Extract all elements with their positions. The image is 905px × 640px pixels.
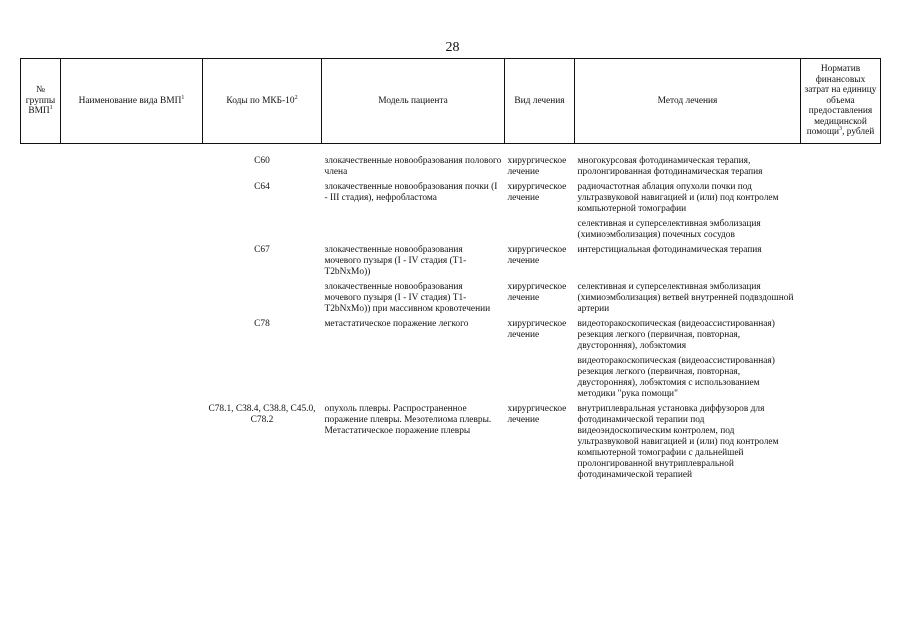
header-vmp-name: Наименование вида ВМП$^1$ [61, 59, 203, 144]
table-row [21, 319, 881, 356]
treatment-type: хирургическое лечение [507, 282, 567, 303]
patient-model: злокачественные новообразования полового члена [324, 156, 502, 177]
treatment-type: хирургическое лечение [507, 182, 567, 203]
header-icd-codes: Коды по МКБ-$10^2$ [203, 59, 322, 144]
treatment-method: радиочастотная аблация опухоли почки под ультразвуковой навигацией и (или) под контролем компьютерной томографии [577, 182, 779, 214]
treatment-type: хирургическое лечение [507, 156, 567, 177]
table-header [21, 59, 881, 144]
treatment-type: хирургическое лечение [507, 319, 567, 340]
treatment-method: внутриплевральная установка диффузоров для фотодинамической терапии под видеоэндоскопическим контролем, под ультразвуковой навигацией и (или) под контролем компьютерной томографии с дальнейшей пролонгированной внутриплевральной фотодинамической терапией [577, 404, 779, 480]
icd-code: C60 [254, 156, 270, 166]
table-body [21, 144, 881, 486]
vmp-table [20, 58, 881, 485]
patient-model: злокачественные новообразования мочевого пузыря (I - IV стадия) T1-T2bNxMo)) при массивном кровотечении [324, 282, 491, 314]
treatment-method: селективная и суперселективная эмболизация (химиоэмболизация) почечных сосудов [577, 219, 761, 240]
icd-code: C78.1, C38.4, C38.8, C45.0, C78.2 [208, 404, 316, 425]
treatment-type [505, 356, 575, 404]
treatment-method: видеоторакоскопическая (видеоассистированная) резекция легкого (первичная, повторная, двусторонняя), лобэктомия с использованием методики "рука помощи" [577, 356, 775, 399]
table-row [21, 282, 881, 319]
icd-code [203, 282, 322, 319]
header-treatment-type: Вид лечения [505, 59, 575, 144]
table-row [21, 404, 881, 485]
icd-code [203, 356, 322, 404]
treatment-method: селективная и суперселективная эмболизация (химиоэмболизация) ветвей внутренней подвздошной артерии [577, 282, 794, 314]
icd-code: C67 [254, 245, 270, 255]
page-number: 28 [445, 40, 460, 55]
icd-code: C64 [254, 182, 270, 192]
treatment-method: интерстициальная фотодинамическая терапия [577, 245, 762, 255]
icd-code: C78 [254, 319, 270, 329]
table-row [21, 356, 881, 404]
header-treatment-method: Метод лечения [575, 59, 801, 144]
treatment-type: хирургическое лечение [507, 404, 567, 425]
header-group-number: № группы ВМП$^1$ [21, 59, 61, 144]
icd-code [203, 219, 322, 245]
patient-model: злокачественные новообразования почки (I - III стадия), нефробластома [324, 182, 498, 203]
table-row [21, 219, 881, 245]
patient-model [322, 219, 505, 245]
patient-model [322, 356, 505, 404]
patient-model: метастатическое поражение легкого [324, 319, 469, 329]
header-patient-model: Модель пациента [322, 59, 505, 144]
treatment-method: многокурсовая фотодинамическая терапия, пролонгированная фотодинамическая терапия [577, 156, 763, 177]
table-row [21, 182, 881, 219]
treatment-type [505, 219, 575, 245]
patient-model: опухоль плевры. Распространенное поражение плевры. Мезотелиома плевры. Метастатическое поражение плевры [324, 404, 492, 436]
patient-model: злокачественные новообразования мочевого пузыря (I - IV стадия (T1-T2bNxMo)) [324, 245, 467, 277]
header-cost-norm: Норматив финансовых затрат на единицу объема предоставления медицинской помощи$^3$, рублей [801, 59, 881, 144]
treatment-method: видеоторакоскопическая (видеоассистированная) резекция легкого (первичная, повторная, двусторонняя), лобэктомия [577, 319, 775, 351]
table-row [21, 144, 881, 183]
table-row [21, 245, 881, 282]
treatment-type: хирургическое лечение [507, 245, 567, 266]
